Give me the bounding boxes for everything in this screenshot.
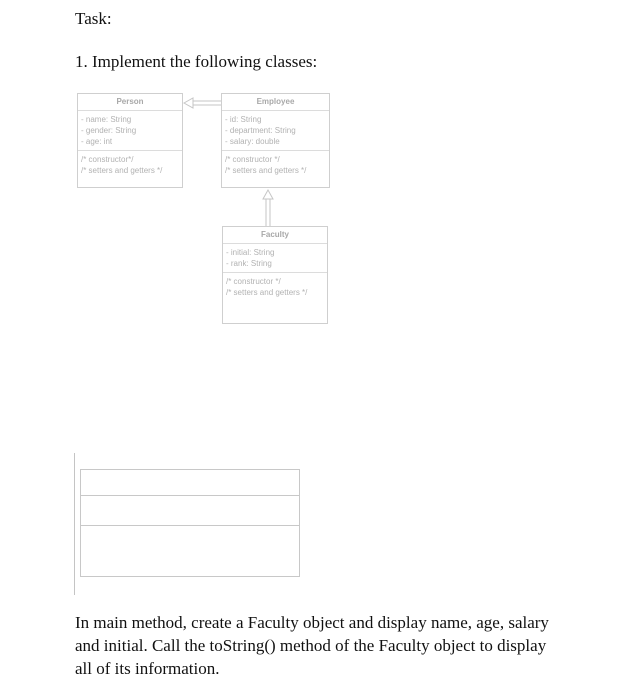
method: /* setters and getters */ <box>81 166 163 175</box>
class-name-person: Person <box>78 94 182 111</box>
method: /* constructor */ <box>225 155 280 164</box>
left-vertical-line <box>74 453 75 595</box>
class-name-employee: Employee <box>222 94 329 111</box>
box-divider <box>81 495 299 496</box>
class-name-faculty: Faculty <box>223 227 327 244</box>
main-method-instructions: In main method, create a Faculty object and display name, age, salary and initial. Call the toString() method of the Faculty object to display all of its information. <box>75 613 549 678</box>
attribute: - name: String <box>81 115 132 124</box>
method: /* setters and getters */ <box>226 288 308 297</box>
attribute: - gender: String <box>81 126 137 135</box>
method: /* constructor */ <box>226 277 281 286</box>
instruction-text: 1. Implement the following classes: <box>75 52 318 71</box>
method: /* constructor*/ <box>81 155 134 164</box>
box-divider <box>81 525 299 526</box>
task-heading: Task: <box>75 9 112 28</box>
empty-class-box <box>80 469 300 577</box>
attribute: - initial: String <box>226 248 275 257</box>
employee-to-person-arrow <box>184 98 221 108</box>
attribute: - rank: String <box>226 259 272 268</box>
attribute: - department: String <box>225 126 296 135</box>
attribute: - id: String <box>225 115 262 124</box>
attribute: - salary: double <box>225 137 280 146</box>
faculty-to-employee-arrow <box>263 190 273 226</box>
method: /* setters and getters */ <box>225 166 307 175</box>
attribute: - age: int <box>81 137 113 146</box>
